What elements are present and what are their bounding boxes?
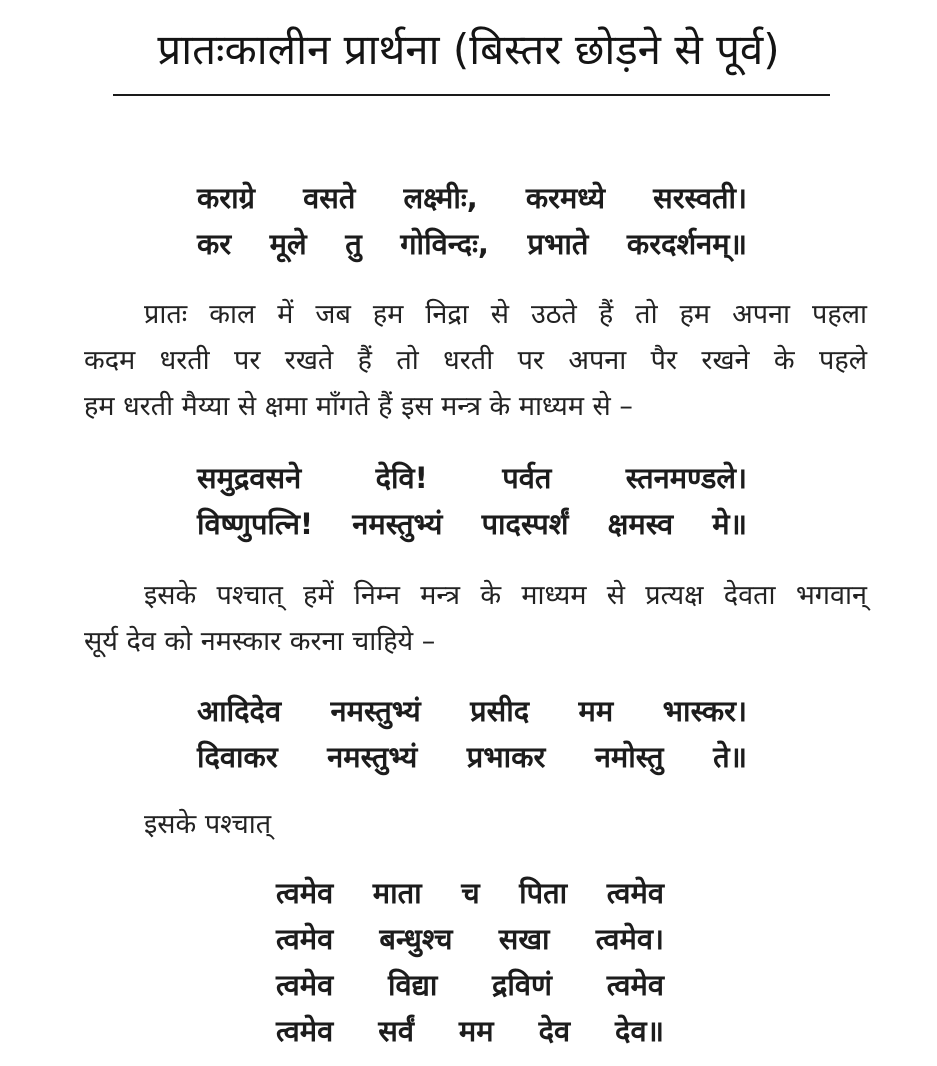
verse-word: देव॥ [615, 1014, 664, 1048]
verse-word: भास्कर। [662, 694, 747, 728]
verse-word: प्रसीद [470, 694, 530, 728]
verse-tvameva [276, 870, 664, 1054]
paragraph-line: प्रातः काल में जब हम निद्रा से उठते हैं तो हम अपना पहला [144, 299, 867, 330]
verse-adideva [197, 688, 747, 780]
verse-line [276, 962, 664, 1008]
verse-word: करमध्ये [525, 181, 606, 215]
verse-word: च [461, 876, 480, 910]
verse-word: द्रविणं [492, 968, 553, 1002]
title-underline [113, 94, 830, 96]
paragraph-line: सूर्य देव को नमस्कार करना चाहिये – [84, 626, 436, 657]
verse-word: सर्वं [378, 1014, 414, 1048]
verse-word: माता [372, 876, 422, 910]
verse-word: नमस्तुभ्यं [352, 507, 443, 541]
verse-word: त्वमेव [606, 876, 664, 910]
verse-word: आदिदेव [197, 694, 282, 728]
verse-word: वसते [303, 181, 356, 215]
verse-word: मम [458, 1014, 494, 1048]
verse-word: त्वमेव [276, 922, 334, 956]
verse-samudra-vasane [197, 455, 747, 547]
verse-word: विद्या [387, 968, 438, 1002]
verse-line [197, 501, 747, 547]
paragraph-after [144, 802, 544, 848]
paragraph-surya [84, 573, 867, 665]
verse-word: कराग्रे [197, 181, 256, 215]
verse-line [276, 870, 664, 916]
verse-word: पिता [519, 876, 568, 910]
paragraph-line: इसके पश्चात् हमें निम्न मन्त्र के माध्यम से प्रत्यक्ष देवता भगवान् [144, 580, 867, 611]
verse-kara-darshanam [197, 175, 747, 267]
verse-word: करदर्शनम्॥ [626, 227, 747, 261]
verse-word: प्रभाकर [466, 740, 546, 774]
verse-word: पादस्पर्शं [481, 507, 569, 541]
verse-line [276, 1008, 664, 1054]
verse-word: मम [578, 694, 614, 728]
verse-word: तु [345, 227, 362, 261]
paragraph-line: हम धरती मैय्या से क्षमा माँगते हैं इस मन्त्र के माध्यम से – [84, 391, 633, 422]
verse-word: दिवाकर [197, 740, 278, 774]
verse-word: सरस्वती। [653, 181, 747, 215]
verse-word: प्रभाते [527, 227, 589, 261]
verse-word: ते॥ [713, 740, 747, 774]
verse-word: बन्धुश्च [379, 922, 453, 956]
verse-word: त्वमेव [276, 968, 334, 1002]
verse-word: त्वमेव [606, 968, 664, 1002]
verse-word: नमस्तुभ्यं [327, 740, 418, 774]
verse-line [197, 688, 747, 734]
verse-word: नमस्तुभ्यं [330, 694, 421, 728]
verse-line [276, 916, 664, 962]
page-title: प्रातःकालीन प्रार्थना (बिस्तर छोड़ने से पूर्व) [157, 25, 780, 74]
verse-word: नमोस्तु [594, 740, 664, 774]
paragraph-intro [84, 292, 867, 430]
verse-word: लक्ष्मीः, [403, 181, 478, 215]
verse-word: मे॥ [712, 507, 747, 541]
paragraph-line: इसके पश्चात् [144, 809, 272, 840]
paragraph-line: कदम धरती पर रखते हैं तो धरती पर अपना पैर रखने के पहले [84, 345, 867, 376]
verse-word: सखा [498, 922, 550, 956]
verse-line [197, 221, 747, 267]
verse-word: समुद्रवसने [197, 461, 302, 495]
verse-word: देव [538, 1014, 571, 1048]
verse-word: पर्वत [502, 461, 552, 495]
verse-line [197, 734, 747, 780]
verse-word: त्वमेव [276, 1014, 334, 1048]
verse-word: स्तनमण्डले। [625, 461, 747, 495]
verse-word: त्वमेव। [595, 922, 664, 956]
verse-line [197, 455, 747, 501]
verse-word: कर [197, 227, 232, 261]
verse-word: गोविन्दः, [400, 227, 489, 261]
verse-line [197, 175, 747, 221]
verse-word: मूले [269, 227, 307, 261]
verse-word: देवि! [375, 461, 428, 495]
verse-word: क्षमस्व [607, 507, 674, 541]
verse-word: विष्णुपत्नि! [197, 507, 314, 541]
verse-word: त्वमेव [276, 876, 334, 910]
